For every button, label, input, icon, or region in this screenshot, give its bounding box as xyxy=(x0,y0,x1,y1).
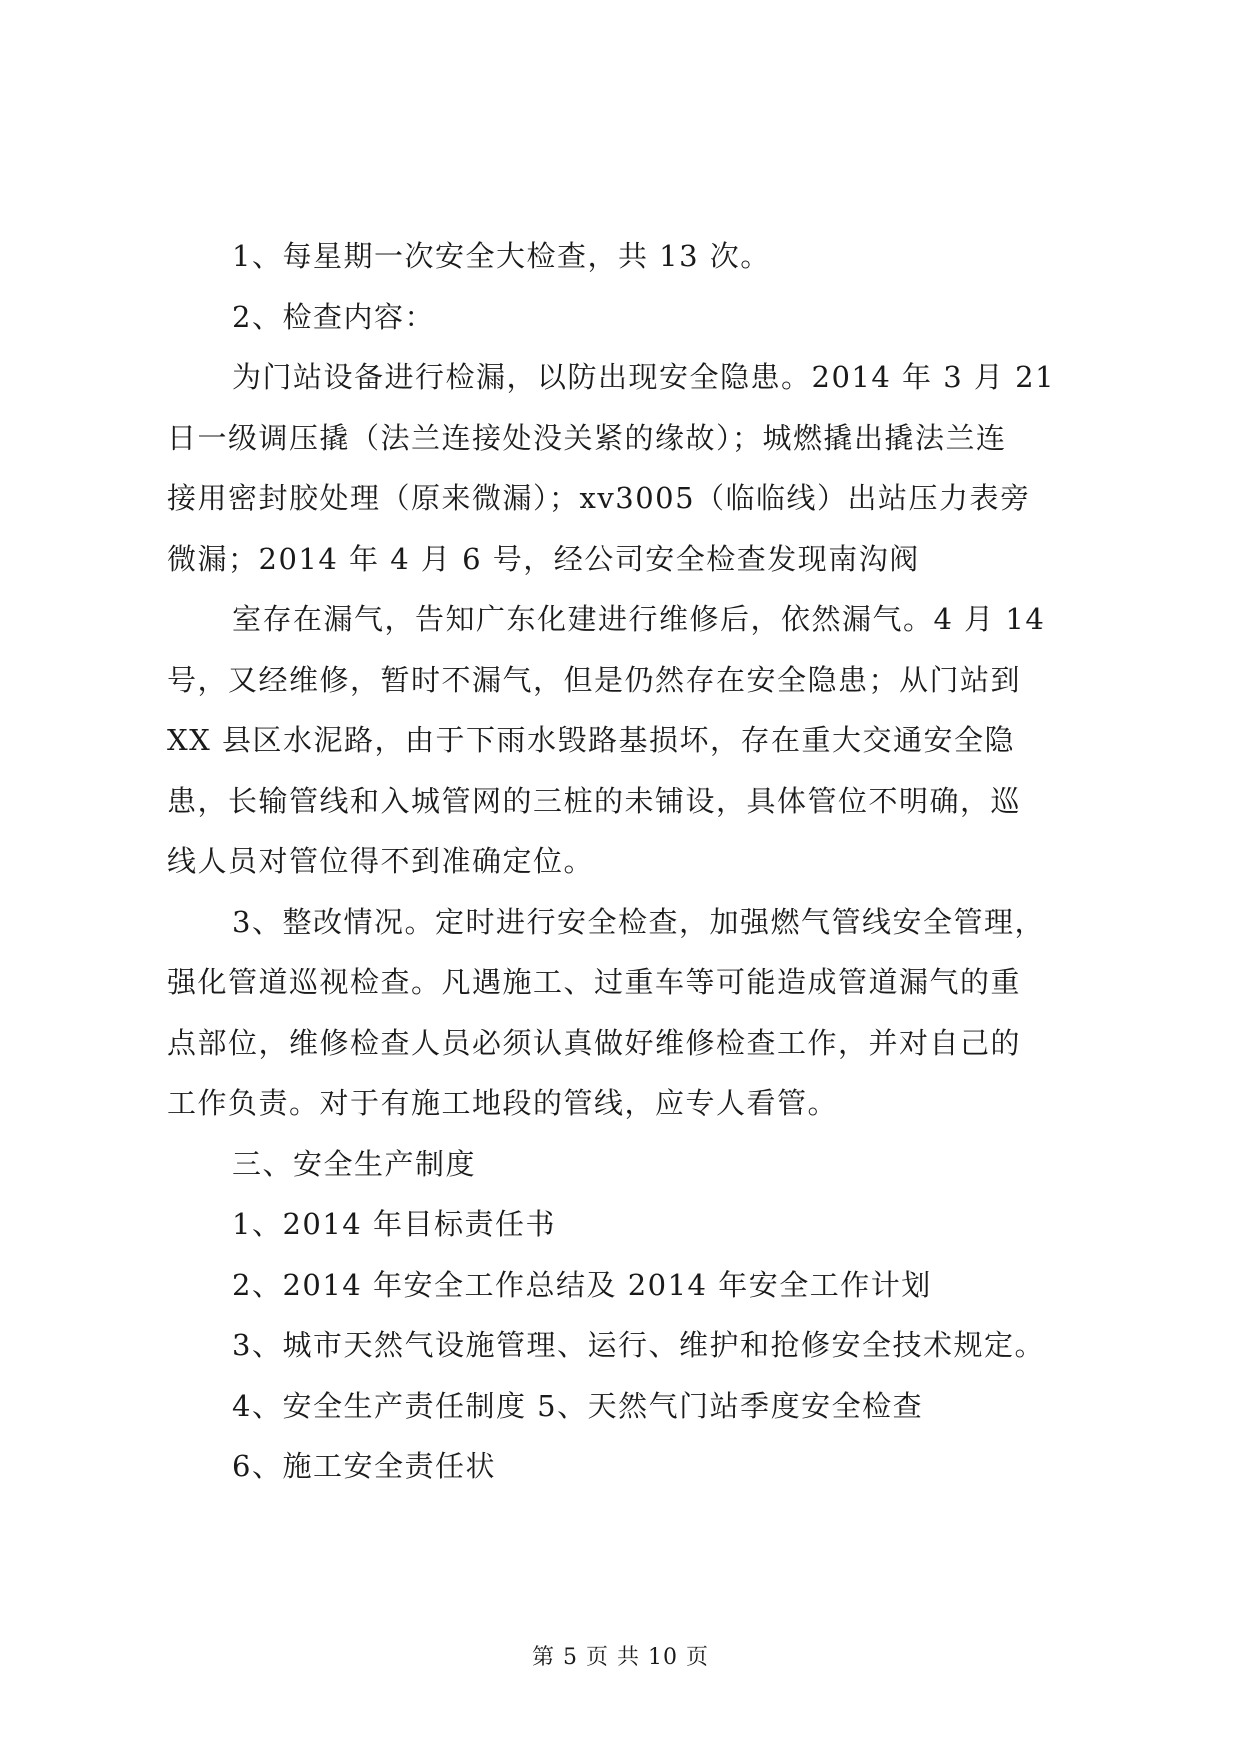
paragraph-line: 点部位，维修检查人员必须认真做好维修检查工作，并对自己的 xyxy=(167,1025,1022,1060)
paragraph-line: 线人员对管位得不到准确定位。 xyxy=(167,844,595,878)
page-number-footer: 第 5 页 共 10 页 xyxy=(532,1645,709,1670)
paragraph-line: XX 县区水泥路，由于下雨水毁路基损坏，存在重大交通安全隐 xyxy=(167,723,1016,757)
list-item: 3、城市天然气设施管理、运行、维护和抢修安全技术规定。 xyxy=(232,1328,1045,1362)
paragraph-line: 接用密封胶处理（原来微漏）；xv3005（临临线）出站压力表旁 xyxy=(167,481,1031,515)
list-item-weekly-inspection: 1、每星期一次安全大检查，共 13 次。 xyxy=(232,239,771,273)
list-item-inspection-content: 2、检查内容： xyxy=(232,299,435,334)
list-item: 2、2014 年安全工作总结及 2014 年安全工作计划 xyxy=(232,1267,932,1302)
paragraph-line: 工作负责。对于有施工地段的管线，应专人看管。 xyxy=(167,1086,839,1120)
paragraph-line: 为门站设备进行检漏，以防出现安全隐患。2014 年 3 月 21 xyxy=(232,360,1056,394)
paragraph-line: 微漏；2014 年 4 月 6 号，经公司安全检查发现南沟阀 xyxy=(167,541,920,576)
paragraph-line: 患，长输管线和入城管网的三桩的未铺设，具体管位不明确，巡 xyxy=(167,783,1022,818)
list-item: 4、安全生产责任制度 5、天然气门站季度安全检查 xyxy=(232,1388,924,1423)
paragraph-line: 号，又经维修，暂时不漏气，但是仍然存在安全隐患；从门站到 xyxy=(167,662,1022,697)
list-item: 1、2014 年目标责任书 xyxy=(232,1207,556,1241)
section-heading: 三、安全生产制度 xyxy=(232,1146,477,1181)
paragraph-line: 强化管道巡视检查。凡遇施工、过重车等可能造成管道漏气的重 xyxy=(167,965,1022,999)
list-item: 6、施工安全责任状 xyxy=(232,1449,496,1483)
paragraph-line: 室存在漏气，告知广东化建进行维修后，依然漏气。4 月 14 xyxy=(232,602,1046,636)
document-body xyxy=(167,226,1087,1497)
paragraph-line: 日一级调压撬（法兰连接处没关紧的缘故）；城燃撬出撬法兰连 xyxy=(167,420,1007,455)
list-item-rectification: 3、整改情况。定时进行安全检查，加强燃气管线安全管理， xyxy=(232,904,1045,939)
